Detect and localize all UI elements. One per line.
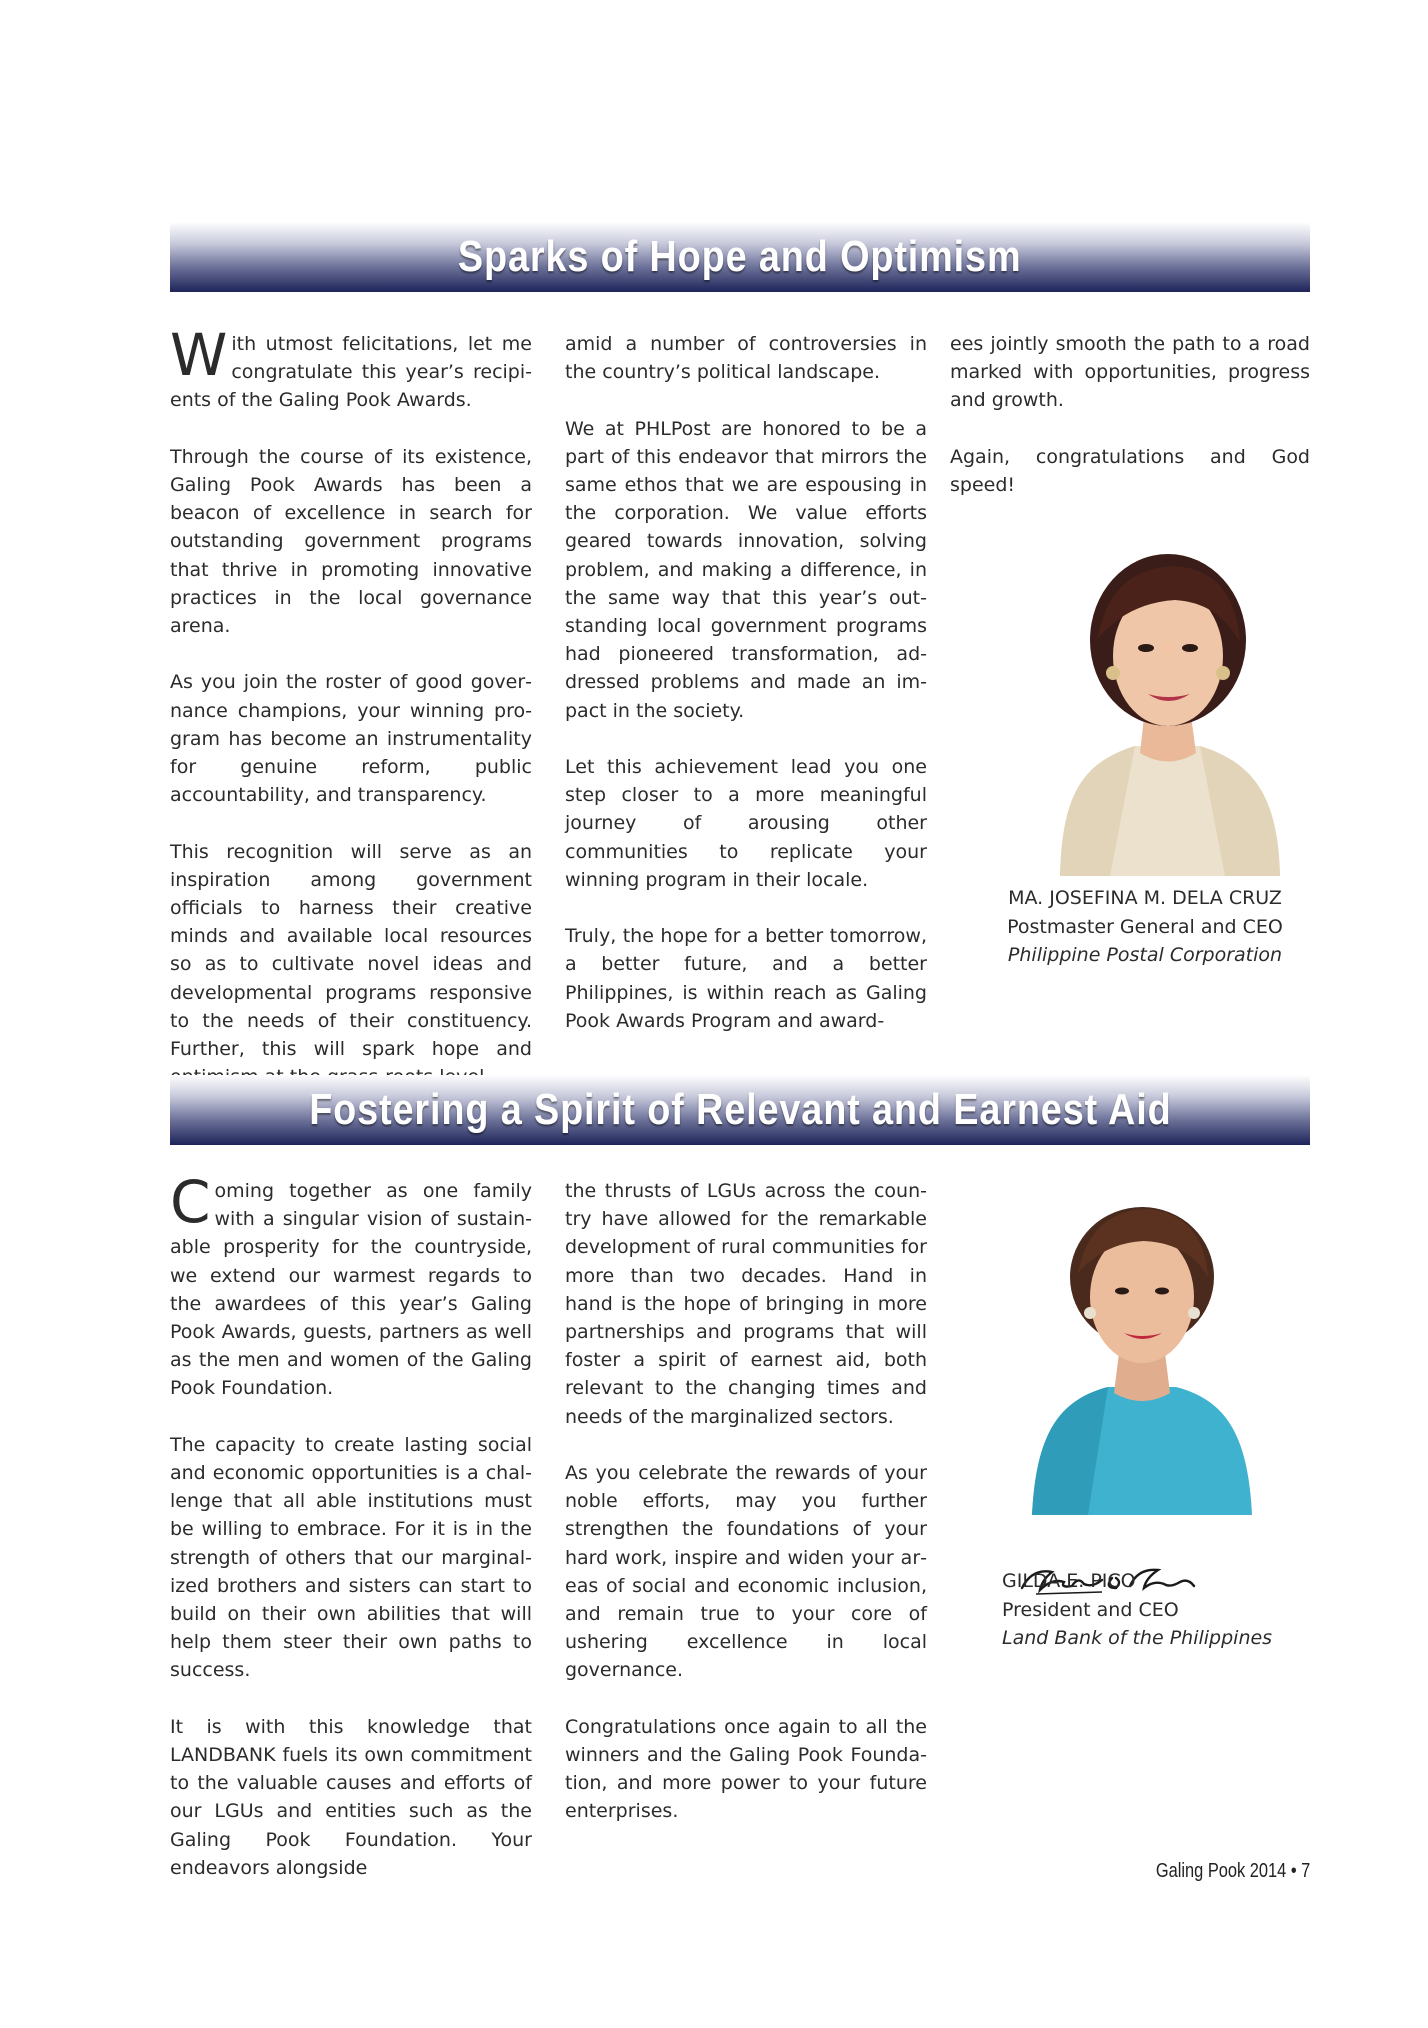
signatory-pico <box>1002 1567 1302 1653</box>
paragraph: Let this achievement lead you one step closer to a more meaningful journey of arousing other communities to replicate your winning program in their locale. <box>565 756 927 891</box>
signatory-name: MA. JOSEFINA M. DELA CRUZ <box>1008 887 1282 909</box>
section1-column-3 <box>950 330 1310 527</box>
section2-column-1 <box>170 1168 532 1910</box>
section1-title-banner <box>170 222 1310 292</box>
paragraph: Again, congratulations and God speed! <box>950 445 1310 496</box>
section1-column-1 <box>170 321 532 1120</box>
paragraph: Truly, the hope for a better tomorrow, a better future, and a better Philippines, is within reach as Galing Pook Awards Program and award- <box>565 925 927 1032</box>
signatory-organization: Philippine Postal Corporation <box>1007 944 1283 966</box>
paragraph: ees jointly smooth the path to a road marked with opportunities, progress and growth. <box>950 333 1310 412</box>
paragraph: Coming together as one family with a singular vision of sustainable prosperity for the countryside, we extend our warmest regards to the awardees of this year’s Galing Pook Awards, guests, partners as well as the men and women of the Galing Pook Foundation. <box>170 1168 532 1400</box>
paragraph: With utmost felicitations, let me congratulate this year’s recipients of the Galing Pook Awards. <box>170 321 532 412</box>
paragraph: This recognition will serve as an inspiration among government officials to harness their creative minds and available local resources so as to cultivate novel ideas and developmental programs responsive to the needs of their constituency. Further, this will spark hope and <box>170 840 532 1061</box>
signatory-organization: Land Bank of the Philippines <box>1002 1627 1273 1649</box>
signatory-dela-cruz <box>980 884 1310 970</box>
signatory-position: President and CEO <box>1002 1598 1179 1621</box>
dropcap: C <box>170 1168 211 1236</box>
section1-column-2 <box>565 330 927 1063</box>
section2-column-2 <box>565 1177 927 1854</box>
signatory-name: GILDA E. PICO <box>1002 1570 1136 1592</box>
section2-title: Fostering a Spirit of Relevant and Earnest Aid <box>308 1085 1172 1134</box>
paragraph: The capacity to create lasting social and economic opportunities is a challenge that all able institutions must be willing to embrace. For it is in the strength of others that our marginalized brothers and sisters can start to build on their own abilities that will help them steer their own paths to success. <box>170 1433 532 1682</box>
page-folio: Galing Pook 2014 • 7 <box>1155 1860 1310 1882</box>
section1-title: Sparks of Hope and Optimism <box>458 232 1022 281</box>
paragraph: Through the course of its existence, Galing Pook Awards has been a beacon of excellence in search for outstanding government programs that thrive in promoting innovative practices in the local governance arena. <box>170 445 532 638</box>
signatory-position: Postmaster General and CEO <box>1007 915 1283 938</box>
paragraph: As you celebrate the rewards of your noble efforts, may you further strengthen the foundations of your hard work, inspire and widen your areas of social and economic inclusion, and remain true to your core of ushering excellence in local governance. <box>565 1462 927 1682</box>
paragraph: It is with this knowledge that LANDBANK fuels its own commitment to the valuable causes and efforts of our LGUs and entities such as the Galing Pook Foundation. Your endeavors alongside <box>170 1715 532 1879</box>
section2-title-banner <box>170 1075 1310 1145</box>
paragraph: amid a number of controversies in the country’s political landscape. <box>565 333 927 384</box>
paragraph: the thrusts of LGUs across the country have allowed for the remarkable development of rural communities for more than two decades. Hand in hand is the hope of bringing in more partnerships and programs that will foster a spirit of earnest aid, both relevant to the changing times and needs of the marginalized sectors. <box>565 1180 927 1428</box>
portrait-photo-pico <box>1028 1195 1256 1515</box>
paragraph: Congratulations once again to all the winners and the Galing Pook Foundation, and more power to your future enterprises. <box>565 1715 927 1823</box>
portrait-photo-dela-cruz <box>1040 548 1295 876</box>
dropcap: W <box>170 321 228 389</box>
paragraph: We at PHLPost are honored to be a part of this endeavor that mirrors the same ethos that we are espousing in the corporation. We value efforts geared towards innovation, solving problem, and making a difference, in the same way that this year’s outstanding local government programs had pioneered transformation, addressed problems and made an impact in the society. <box>565 417 927 722</box>
paragraph: As you join the roster of good governance champions, your winning program has become an instrumentality for genuine reform, public accountability, and transparency. <box>170 671 532 807</box>
